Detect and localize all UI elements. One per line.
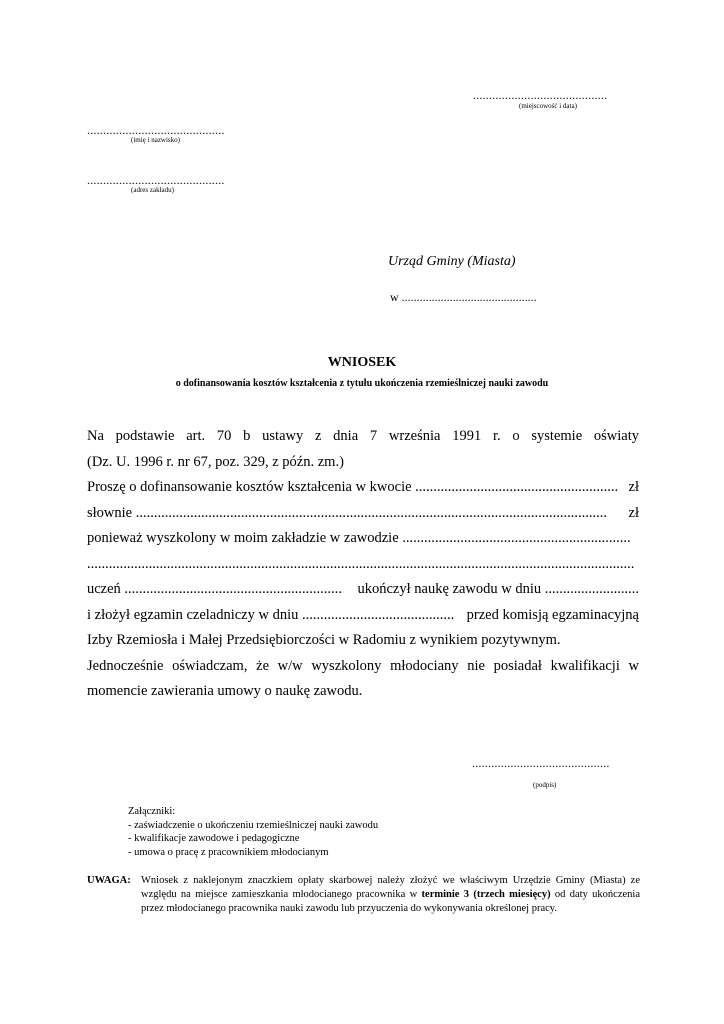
name-caption: (imię i nazwisko) [131, 136, 180, 144]
body-line-profession-continued: ....................................................................................................................................................... [87, 555, 635, 572]
amount-words-currency: zł [628, 504, 639, 521]
body-line-profession: ponieważ wyszkolony w moim zakładzie w zawodzie ............................................................... [87, 530, 631, 546]
place-date-field: .......................................... [473, 88, 608, 102]
body-line-student [87, 577, 639, 603]
body-line-legal-basis: Na podstawie art. 70 b ustawy z dnia 7 września 1991 r. o systemie oświaty [87, 428, 639, 444]
attachment-item: - kwalifikacje zawodowe i pedagogiczne [128, 833, 300, 844]
amount-text: Proszę o dofinansowanie kosztów kształcenia w kwocie ........................................................ [87, 479, 619, 495]
notice-block [87, 874, 640, 916]
completion-date-text: ukończył naukę zawodu w dniu .......................... [357, 581, 639, 597]
amount-currency: zł [628, 479, 639, 495]
body-line-declaration-end: momencie zawierania umowy o naukę zawodu. [87, 683, 363, 699]
body-line-declaration: Jednocześnie oświadczam, że w/w wyszkolony młodociany nie posiadał kwalifikacji w [87, 657, 639, 674]
signature-caption: (podpis) [533, 781, 557, 789]
attachments-heading: Załączniki: [128, 806, 176, 817]
notice-label: UWAGA: [87, 875, 131, 886]
name-field: ........................................... [87, 123, 225, 137]
body-line-legal-reference: (Dz. U. 1996 r. nr 67, poz. 329, z późn. zm.) [87, 453, 344, 470]
document-subtitle: o dofinansowania kosztów kształcenia z tytułu ukończenia rzemieślniczej nauki zawodu [175, 378, 549, 389]
recipient-location: w ............................................. [390, 290, 537, 304]
amount-words-text: słownie .................................................................................................................................. [87, 504, 607, 521]
body-line-chamber: Izby Rzemiosła i Małej Przedsiębiorczości w Radomiu z wynikiem pozytywnym. [87, 632, 561, 648]
place-date-caption: (miejscowość i data) [519, 102, 577, 110]
student-name-text: uczeń ............................................................ [87, 581, 342, 597]
attachments-list [128, 805, 378, 859]
recipient-office: Urząd Gminy (Miasta) [388, 254, 516, 269]
address-caption: (adres zakładu) [131, 186, 174, 194]
request-body [87, 424, 639, 705]
address-field: ........................................... [87, 173, 225, 187]
notice-text: Wniosek z naklejonym znaczkiem opłaty skarbowej należy złożyć we właściwym Urzędzie Gminy (Miasta) ze względu na miejsce zamieszkania młodocianego pracownika w terminie 3 (trzech miesięcy) od daty ukończenia przez młodocianego pracownika nauki zawodu lub przyuczenia do wykonywania określonej pracy. [141, 875, 640, 914]
body-line-amount [87, 475, 639, 501]
attachment-item: - zaświadczenie o ukończeniu rzemieślniczej nauki zawodu [128, 819, 379, 831]
exam-date-text: i złożył egzamin czeladniczy w dniu .......................................... [87, 606, 455, 623]
exam-commission-text: przed komisją egzaminacyjną [466, 606, 639, 623]
attachment-item: - umowa o pracę z pracownikiem młodocianym [128, 846, 329, 858]
notice-deadline: terminie 3 (trzech miesięcy) [421, 889, 551, 900]
signature-field: ........................................... [472, 756, 610, 770]
document-title: WNIOSEK [327, 355, 397, 370]
body-line-exam [87, 603, 639, 629]
body-line-amount-words [87, 501, 639, 527]
